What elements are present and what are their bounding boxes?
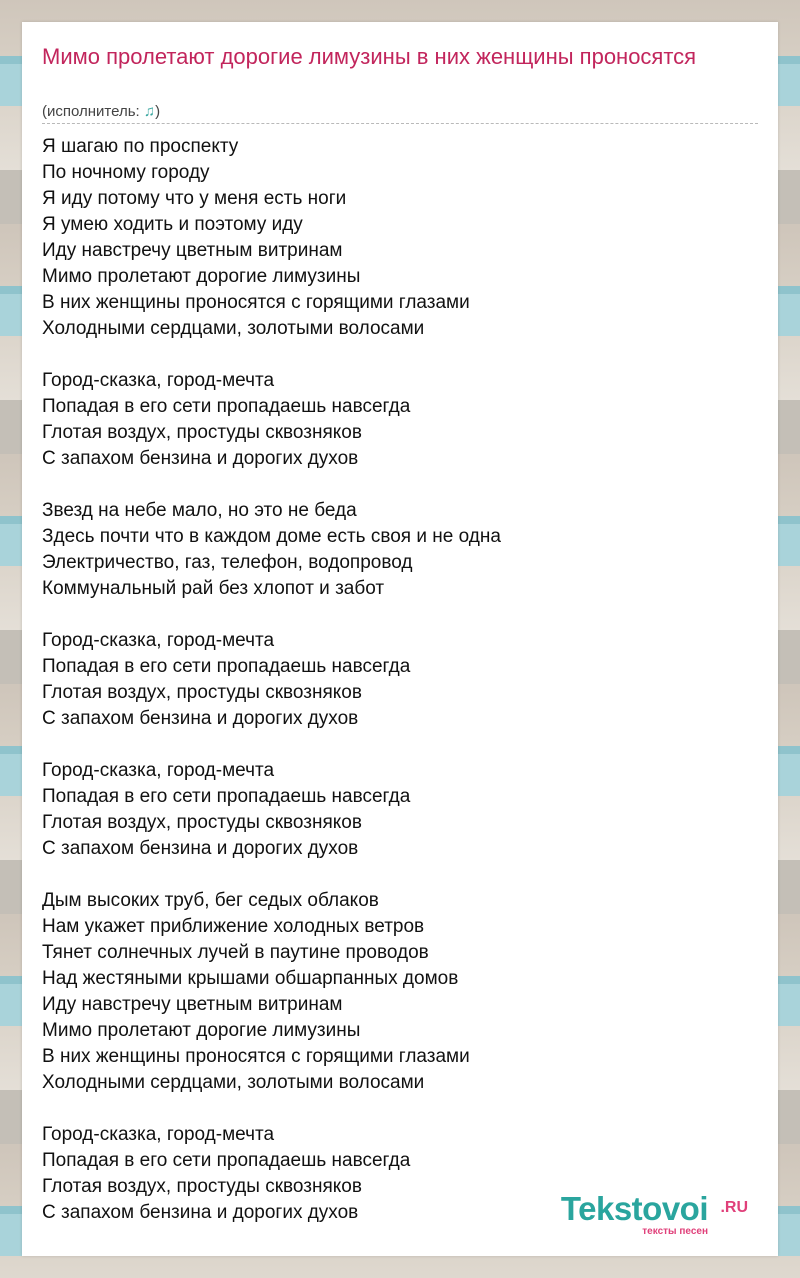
lyrics-line: Дым высоких труб, бег седых облаков bbox=[42, 890, 379, 911]
lyrics-line: Глотая воздух, простуды сквозняков bbox=[42, 1176, 362, 1197]
lyrics-line: Попадая в его сети пропадаешь навсегда bbox=[42, 786, 411, 807]
lyrics-stanza bbox=[42, 628, 762, 732]
lyrics-line: В них женщины проносятся с горящими глазами bbox=[42, 1046, 470, 1067]
lyrics-line: В них женщины проносятся с горящими глазами bbox=[42, 292, 470, 313]
lyrics-stanza bbox=[42, 134, 762, 342]
lyrics-line: Попадая в его сети пропадаешь навсегда bbox=[42, 656, 411, 677]
lyrics-line: Электричество, газ, телефон, водопровод bbox=[42, 552, 413, 573]
logo-tld: .RU bbox=[720, 1199, 748, 1216]
lyrics-line: Я шагаю по проспекту bbox=[42, 136, 239, 157]
logo-wordmark: Tekstovoi bbox=[560, 1190, 708, 1227]
lyrics-line: Холодными сердцами, золотыми волосами bbox=[42, 1072, 425, 1093]
lyrics-line: С запахом бензина и дорогих духов bbox=[42, 708, 359, 729]
lyrics-line: Мимо пролетают дорогие лимузины bbox=[42, 266, 361, 287]
lyrics-line: Холодными сердцами, золотыми волосами bbox=[42, 318, 425, 339]
lyrics-line: Город-сказка, город-мечта bbox=[42, 760, 275, 781]
lyrics-line: Город-сказка, город-мечта bbox=[42, 630, 275, 651]
lyrics-line: С запахом бензина и дорогих духов bbox=[42, 448, 359, 469]
lyrics-stanza bbox=[42, 368, 762, 472]
lyrics-line: Здесь почти что в каждом доме есть своя и не одна bbox=[42, 526, 501, 547]
lyrics-line: Глотая воздух, простуды сквозняков bbox=[42, 682, 362, 703]
lyrics-line: Глотая воздух, простуды сквозняков bbox=[42, 812, 362, 833]
lyrics-card bbox=[22, 22, 778, 1256]
lyrics-line: Я умею ходить и поэтому иду bbox=[42, 214, 303, 235]
lyrics-line: Город-сказка, город-мечта bbox=[42, 370, 275, 391]
lyrics-line: Город-сказка, город-мечта bbox=[42, 1124, 275, 1145]
lyrics-line: Глотая воздух, простуды сквозняков bbox=[42, 422, 362, 443]
lyrics-line: Тянет солнечных лучей в паутине проводов bbox=[42, 942, 429, 963]
lyrics-line: С запахом бензина и дорогих духов bbox=[42, 1202, 359, 1223]
lyrics-line: По ночному городу bbox=[42, 162, 210, 183]
lyrics-line: Иду навстречу цветным витринам bbox=[42, 240, 343, 261]
lyrics-line: Звезд на небе мало, но это не беда bbox=[42, 500, 357, 521]
performer-line bbox=[42, 103, 160, 121]
music-note-icon[interactable]: ♫ bbox=[143, 103, 156, 120]
performer-close: ) bbox=[155, 103, 161, 120]
lyrics-line: Нам укажет приближение холодных ветров bbox=[42, 916, 425, 937]
performer-label: (исполнитель: bbox=[42, 103, 144, 120]
lyrics-line: Коммунальный рай без хлопот и забот bbox=[42, 578, 385, 599]
lyrics-stanza bbox=[42, 888, 762, 1096]
divider bbox=[42, 123, 758, 124]
lyrics-stanza bbox=[42, 758, 762, 862]
site-logo[interactable] bbox=[538, 1190, 748, 1242]
lyrics-line: Попадая в его сети пропадаешь навсегда bbox=[42, 396, 411, 417]
lyrics-line: Иду навстречу цветным витринам bbox=[42, 994, 343, 1015]
lyrics-line: Попадая в его сети пропадаешь навсегда bbox=[42, 1150, 411, 1171]
lyrics-text bbox=[42, 134, 762, 1252]
lyrics-line: Мимо пролетают дорогие лимузины bbox=[42, 1020, 361, 1041]
lyrics-line: Над жестяными крышами обшарпанных домов bbox=[42, 968, 459, 989]
lyrics-stanza bbox=[42, 498, 762, 602]
lyrics-line: С запахом бензина и дорогих духов bbox=[42, 838, 359, 859]
page-title: Мимо пролетают дорогие лимузины в них женщины проносятся bbox=[42, 44, 697, 69]
lyrics-line: Я иду потому что у меня есть ноги bbox=[42, 188, 347, 209]
logo-tagline: тексты песен bbox=[642, 1226, 708, 1237]
